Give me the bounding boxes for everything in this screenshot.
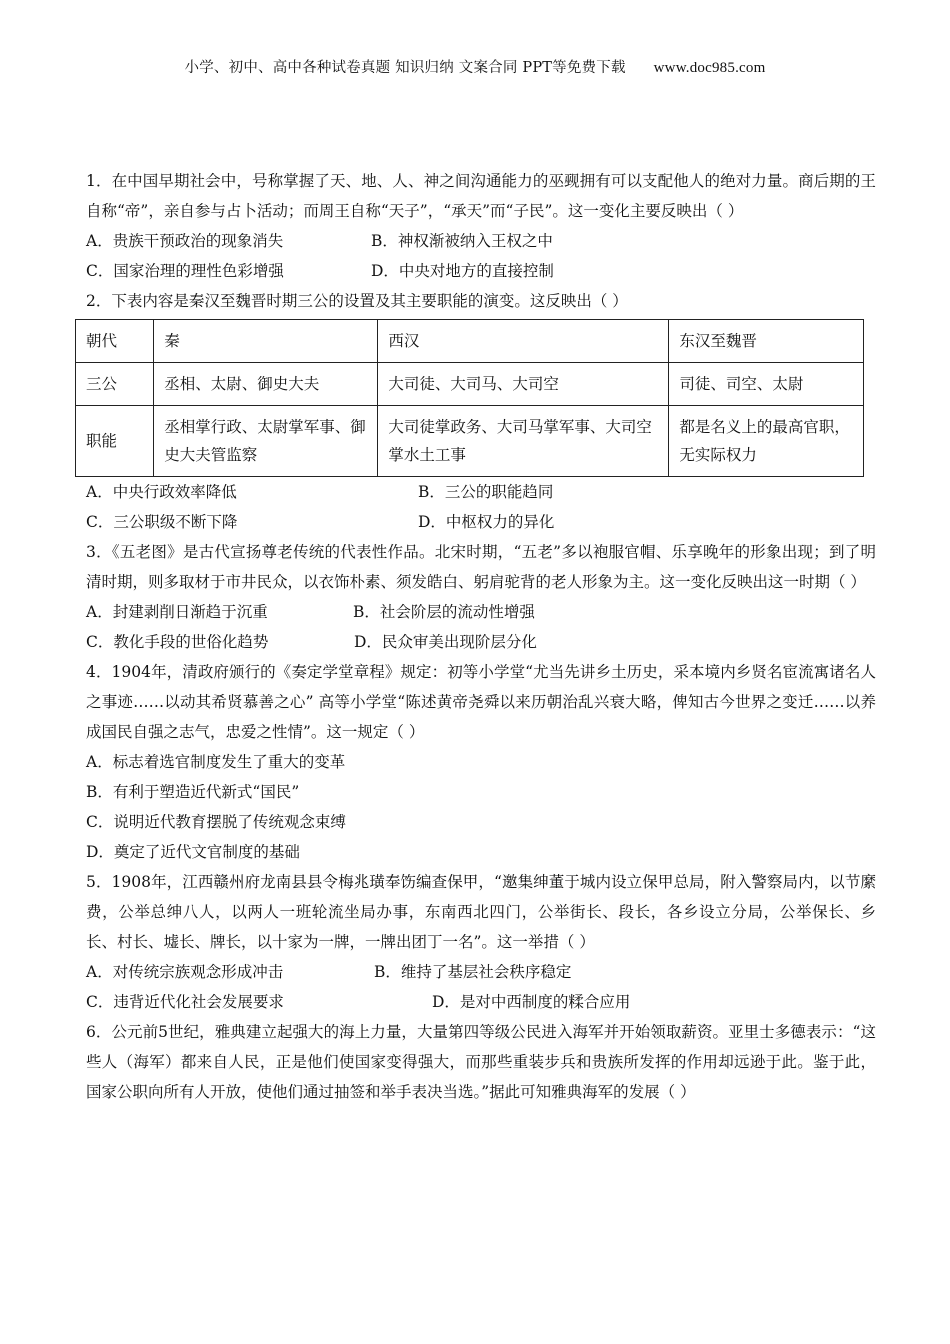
question-3-option-d[interactable]: D．民众审美出现阶层分化: [354, 633, 537, 651]
question-1-options-row-2: [86, 256, 876, 286]
question-1: [86, 166, 876, 286]
question-2: [86, 286, 876, 537]
question-1-option-d[interactable]: D．中央对地方的直接控制: [371, 262, 554, 280]
header-text: 小学、初中、高中各种试卷真题 知识归纳 文案合同 PPT等免费下载: [184, 60, 626, 76]
table-header-cell: 西汉: [378, 320, 669, 363]
header-site-url[interactable]: www.doc985.com: [653, 60, 766, 76]
question-3-options-row-1: [86, 597, 876, 627]
question-5-options-row-1: [86, 957, 876, 987]
question-2-stem: 2．下表内容是秦汉至魏晋时期三公的设置及其主要职能的演变。这反映出（ ）: [86, 292, 628, 310]
question-5-options-row-2: [86, 987, 876, 1017]
question-3: [86, 537, 876, 657]
question-3-options-row-2: [86, 627, 876, 657]
question-5-option-b[interactable]: B．维持了基层社会秩序稳定: [374, 963, 572, 981]
exam-content: [86, 166, 876, 1107]
table-cell: 大司徒掌政务、大司马掌军事、大司空掌水土工事: [378, 406, 669, 477]
table-cell: 丞相、太尉、御史大夫: [154, 363, 378, 406]
question-2-options-row-1: [86, 477, 876, 507]
table-cell: 大司徒、大司马、大司空: [378, 363, 669, 406]
table-header-cell: 秦: [154, 320, 378, 363]
table-cell: 都是名义上的最高官职，无实际权力: [669, 406, 864, 477]
table-cell: 丞相掌行政、太尉掌军事、御史大夫管监察: [154, 406, 378, 477]
table-header-cell: 朝代: [76, 320, 154, 363]
question-2-option-a[interactable]: A．中央行政效率降低: [86, 483, 237, 501]
question-1-option-c[interactable]: C．国家治理的理性色彩增强: [86, 262, 284, 280]
table-cell: 职能: [76, 406, 154, 477]
table-cell: 司徒、司空、太尉: [669, 363, 864, 406]
question-1-option-a[interactable]: A．贵族干预政治的现象消失: [86, 232, 284, 250]
question-6-stem: 6．公元前5世纪，雅典建立起强大的海上力量，大量第四等级公民进入海军并开始领取薪资。亚里士多德表示：“这些人（海军）都来自人民，正是他们使国家变得强大，而那些重装步兵和贵族所发挥的作用却远逊于此。鉴于此，国家公职向所有人开放，使他们通过抽签和举手表决当选。”据此可知雅典海军的发展（ ）: [86, 1023, 876, 1101]
question-2-options-row-2: [86, 507, 876, 537]
question-5-option-a[interactable]: A．对传统宗族观念形成冲击: [86, 963, 284, 981]
question-4-option-c[interactable]: C．说明近代教育摆脱了传统观念束缚: [86, 813, 346, 831]
table-header-cell: 东汉至魏晋: [669, 320, 864, 363]
question-1-options-row-1: [86, 226, 876, 256]
question-3-stem: 3．《五老图》是古代宣扬尊老传统的代表性作品。北宋时期，“五老”多以袍服官帽、乐享晚年的形象出现；到了明清时期，则多取材于市井民众，以衣饰朴素、须发皓白、躬肩驼背的老人形象为主。这一变化反映出这一时期（ ）: [86, 543, 876, 591]
question-2-option-c[interactable]: C．三公职级不断下降: [86, 513, 238, 531]
table-row: [76, 406, 864, 477]
question-5: [86, 867, 876, 1017]
question-4: [86, 657, 876, 867]
question-4-stem: 4．1904年，清政府颁行的《奏定学堂章程》规定：初等小学堂“尤当先讲乡土历史，采本境内乡贤名宦流寓诸名人之事迹……以动其希贤慕善之心” 高等小学堂“陈述黄帝尧舜以来历朝治乱兴衰大略，俾知古今世界之变迁……以养成国民自强之志气，忠爱之性情”。这一规定（ ）: [86, 663, 876, 741]
table-cell: 三公: [76, 363, 154, 406]
question-1-option-b[interactable]: B．神权渐被纳入王权之中: [371, 232, 553, 250]
question-3-option-b[interactable]: B．社会阶层的流动性增强: [353, 603, 535, 621]
question-3-option-c[interactable]: C．教化手段的世俗化趋势: [86, 633, 269, 651]
question-6: [86, 1017, 876, 1107]
question-1-stem: 1．在中国早期社会中，号称掌握了天、地、人、神之间沟通能力的巫觋拥有可以支配他人的绝对力量。商后期的王自称“帝”，亲自参与占卜活动；而周王自称“天子”，“承天”而“子民”。这一变化主要反映出（ ）: [86, 172, 876, 220]
question-5-stem: 5．1908年，江西赣州府龙南县县令梅兆璜奉饬编查保甲，“邀集绅董于城内设立保甲总局，附入警察局内，以节縻费，公举总绅八人，以两人一班轮流坐局办事，东南西北四门，公举街长、段长，各乡设立分局，公举保长、乡长、村长、墟长、牌长，以十家为一牌，一牌出团丁一名”。这一举措（ ）: [86, 873, 876, 951]
table-header-row: [76, 320, 864, 363]
question-2-option-d[interactable]: D．中枢权力的异化: [418, 513, 555, 531]
question-4-option-d[interactable]: D．奠定了近代文官制度的基础: [86, 843, 300, 861]
question-4-option-b[interactable]: B．有利于塑造近代新式“国民”: [86, 783, 300, 801]
question-4-option-a[interactable]: A．标志着选官制度发生了重大的变革: [86, 753, 346, 771]
question-2-option-b[interactable]: B．三公的职能趋同: [418, 483, 554, 501]
dynasty-table: [75, 319, 864, 477]
question-3-option-a[interactable]: A．封建剥削日渐趋于沉重: [86, 603, 268, 621]
table-row: [76, 363, 864, 406]
page-header: [0, 56, 950, 77]
question-5-option-c[interactable]: C．违背近代化社会发展要求: [86, 993, 284, 1011]
question-5-option-d[interactable]: D．是对中西制度的糅合应用: [432, 993, 631, 1011]
